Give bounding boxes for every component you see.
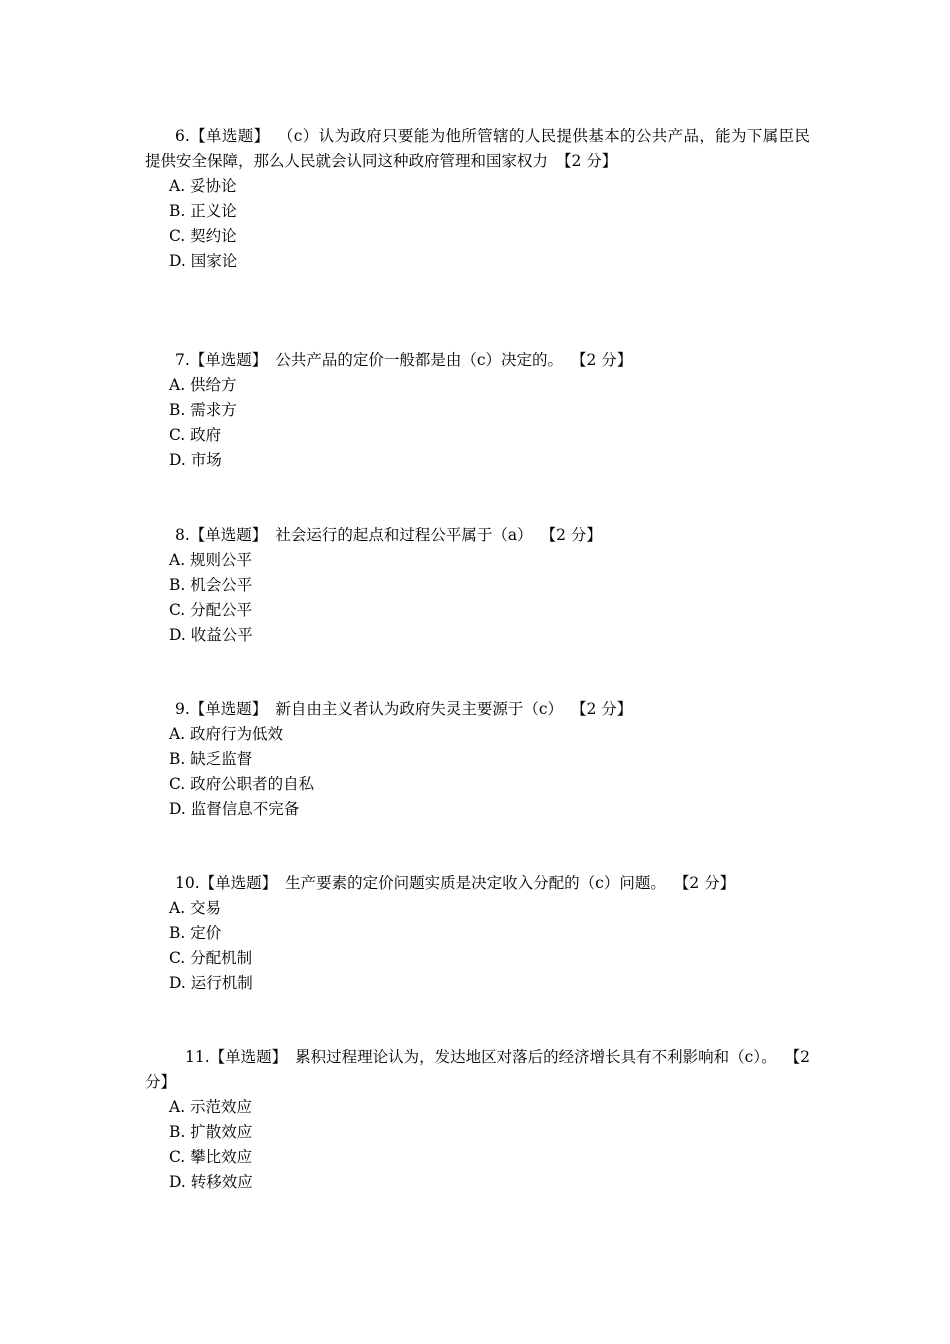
- option-d: D. 监督信息不完备: [169, 800, 300, 818]
- question-text: [145, 124, 810, 174]
- question-type: 【单选题】: [189, 351, 268, 369]
- question-number: 6.: [175, 127, 190, 145]
- question-score: 【2 分】: [673, 874, 736, 892]
- option-b: B. 定价: [169, 924, 222, 942]
- option-a: A. 规则公平: [169, 551, 253, 569]
- option-d: D. 收益公平: [169, 626, 253, 644]
- question-stem: 新自由主义者认为政府失灵主要源于（c）: [275, 700, 563, 718]
- question-score: 【2 分】: [571, 351, 633, 369]
- option-b: B. 需求方: [169, 401, 237, 419]
- option-list: [145, 896, 810, 996]
- option-list: [145, 722, 810, 822]
- question-8: [145, 523, 810, 648]
- option-list: [145, 373, 810, 473]
- question-score: 【2 分】: [556, 152, 618, 170]
- question-text: [145, 348, 810, 373]
- option-b: B. 机会公平: [169, 576, 253, 594]
- option-a: A. 供给方: [169, 376, 237, 394]
- question-number: 11.: [185, 1048, 210, 1066]
- question-9: [145, 697, 810, 822]
- question-stem: 公共产品的定价一般都是由（c）决定的。: [275, 351, 563, 369]
- question-stem: （c）认为政府只要能为他所管辖的人民提供基本的公共产品，能为下属臣民提供安全保障，那么人民就会认同这种政府管理和国家权力: [145, 127, 810, 170]
- question-number: 9.: [175, 700, 190, 718]
- option-list: [145, 174, 810, 274]
- question-type: 【单选题】: [189, 127, 270, 145]
- option-a: A. 交易: [169, 899, 222, 917]
- option-list: [145, 1095, 810, 1195]
- option-b: B. 正义论: [169, 202, 237, 220]
- question-stem: 累积过程理论认为，发达地区对落后的经济增长具有不利影响和（c）。: [295, 1048, 777, 1066]
- option-c: C. 政府公职者的自私: [169, 775, 315, 793]
- option-d: D. 转移效应: [169, 1173, 253, 1191]
- option-b: B. 扩散效应: [169, 1123, 253, 1141]
- question-text: [145, 1045, 810, 1095]
- question-text: [145, 697, 810, 722]
- option-d: D. 国家论: [169, 252, 238, 270]
- option-d: D. 运行机制: [169, 974, 253, 992]
- question-number: 10.: [175, 874, 200, 892]
- option-d: D. 市场: [169, 451, 222, 469]
- question-score: 【2 分】: [540, 526, 602, 544]
- question-11: [145, 1045, 810, 1195]
- option-c: C. 攀比效应: [169, 1148, 253, 1166]
- question-stem: 生产要素的定价问题实质是决定收入分配的（c）问题。: [285, 874, 666, 892]
- option-a: A. 示范效应: [169, 1098, 253, 1116]
- question-7: [145, 348, 810, 473]
- question-type: 【单选题】: [189, 526, 268, 544]
- option-c: C. 分配公平: [169, 601, 253, 619]
- option-c: C. 政府: [169, 426, 222, 444]
- question-6: [145, 124, 810, 274]
- question-text: [145, 523, 810, 548]
- option-b: B. 缺乏监督: [169, 750, 253, 768]
- question-type: 【单选题】: [209, 1048, 288, 1066]
- option-c: C. 契约论: [169, 227, 237, 245]
- option-c: C. 分配机制: [169, 949, 253, 967]
- option-a: A. 妥协论: [169, 177, 237, 195]
- question-number: 8.: [175, 526, 190, 544]
- option-list: [145, 548, 810, 648]
- question-score: 【2 分】: [145, 1048, 810, 1091]
- question-score: 【2 分】: [571, 700, 633, 718]
- question-10: [145, 871, 810, 996]
- question-stem: 社会运行的起点和过程公平属于（a）: [275, 526, 533, 544]
- question-number: 7.: [175, 351, 190, 369]
- question-type: 【单选题】: [189, 700, 268, 718]
- question-text: [145, 871, 810, 896]
- option-a: A. 政府行为低效: [169, 725, 284, 743]
- question-type: 【单选题】: [199, 874, 278, 892]
